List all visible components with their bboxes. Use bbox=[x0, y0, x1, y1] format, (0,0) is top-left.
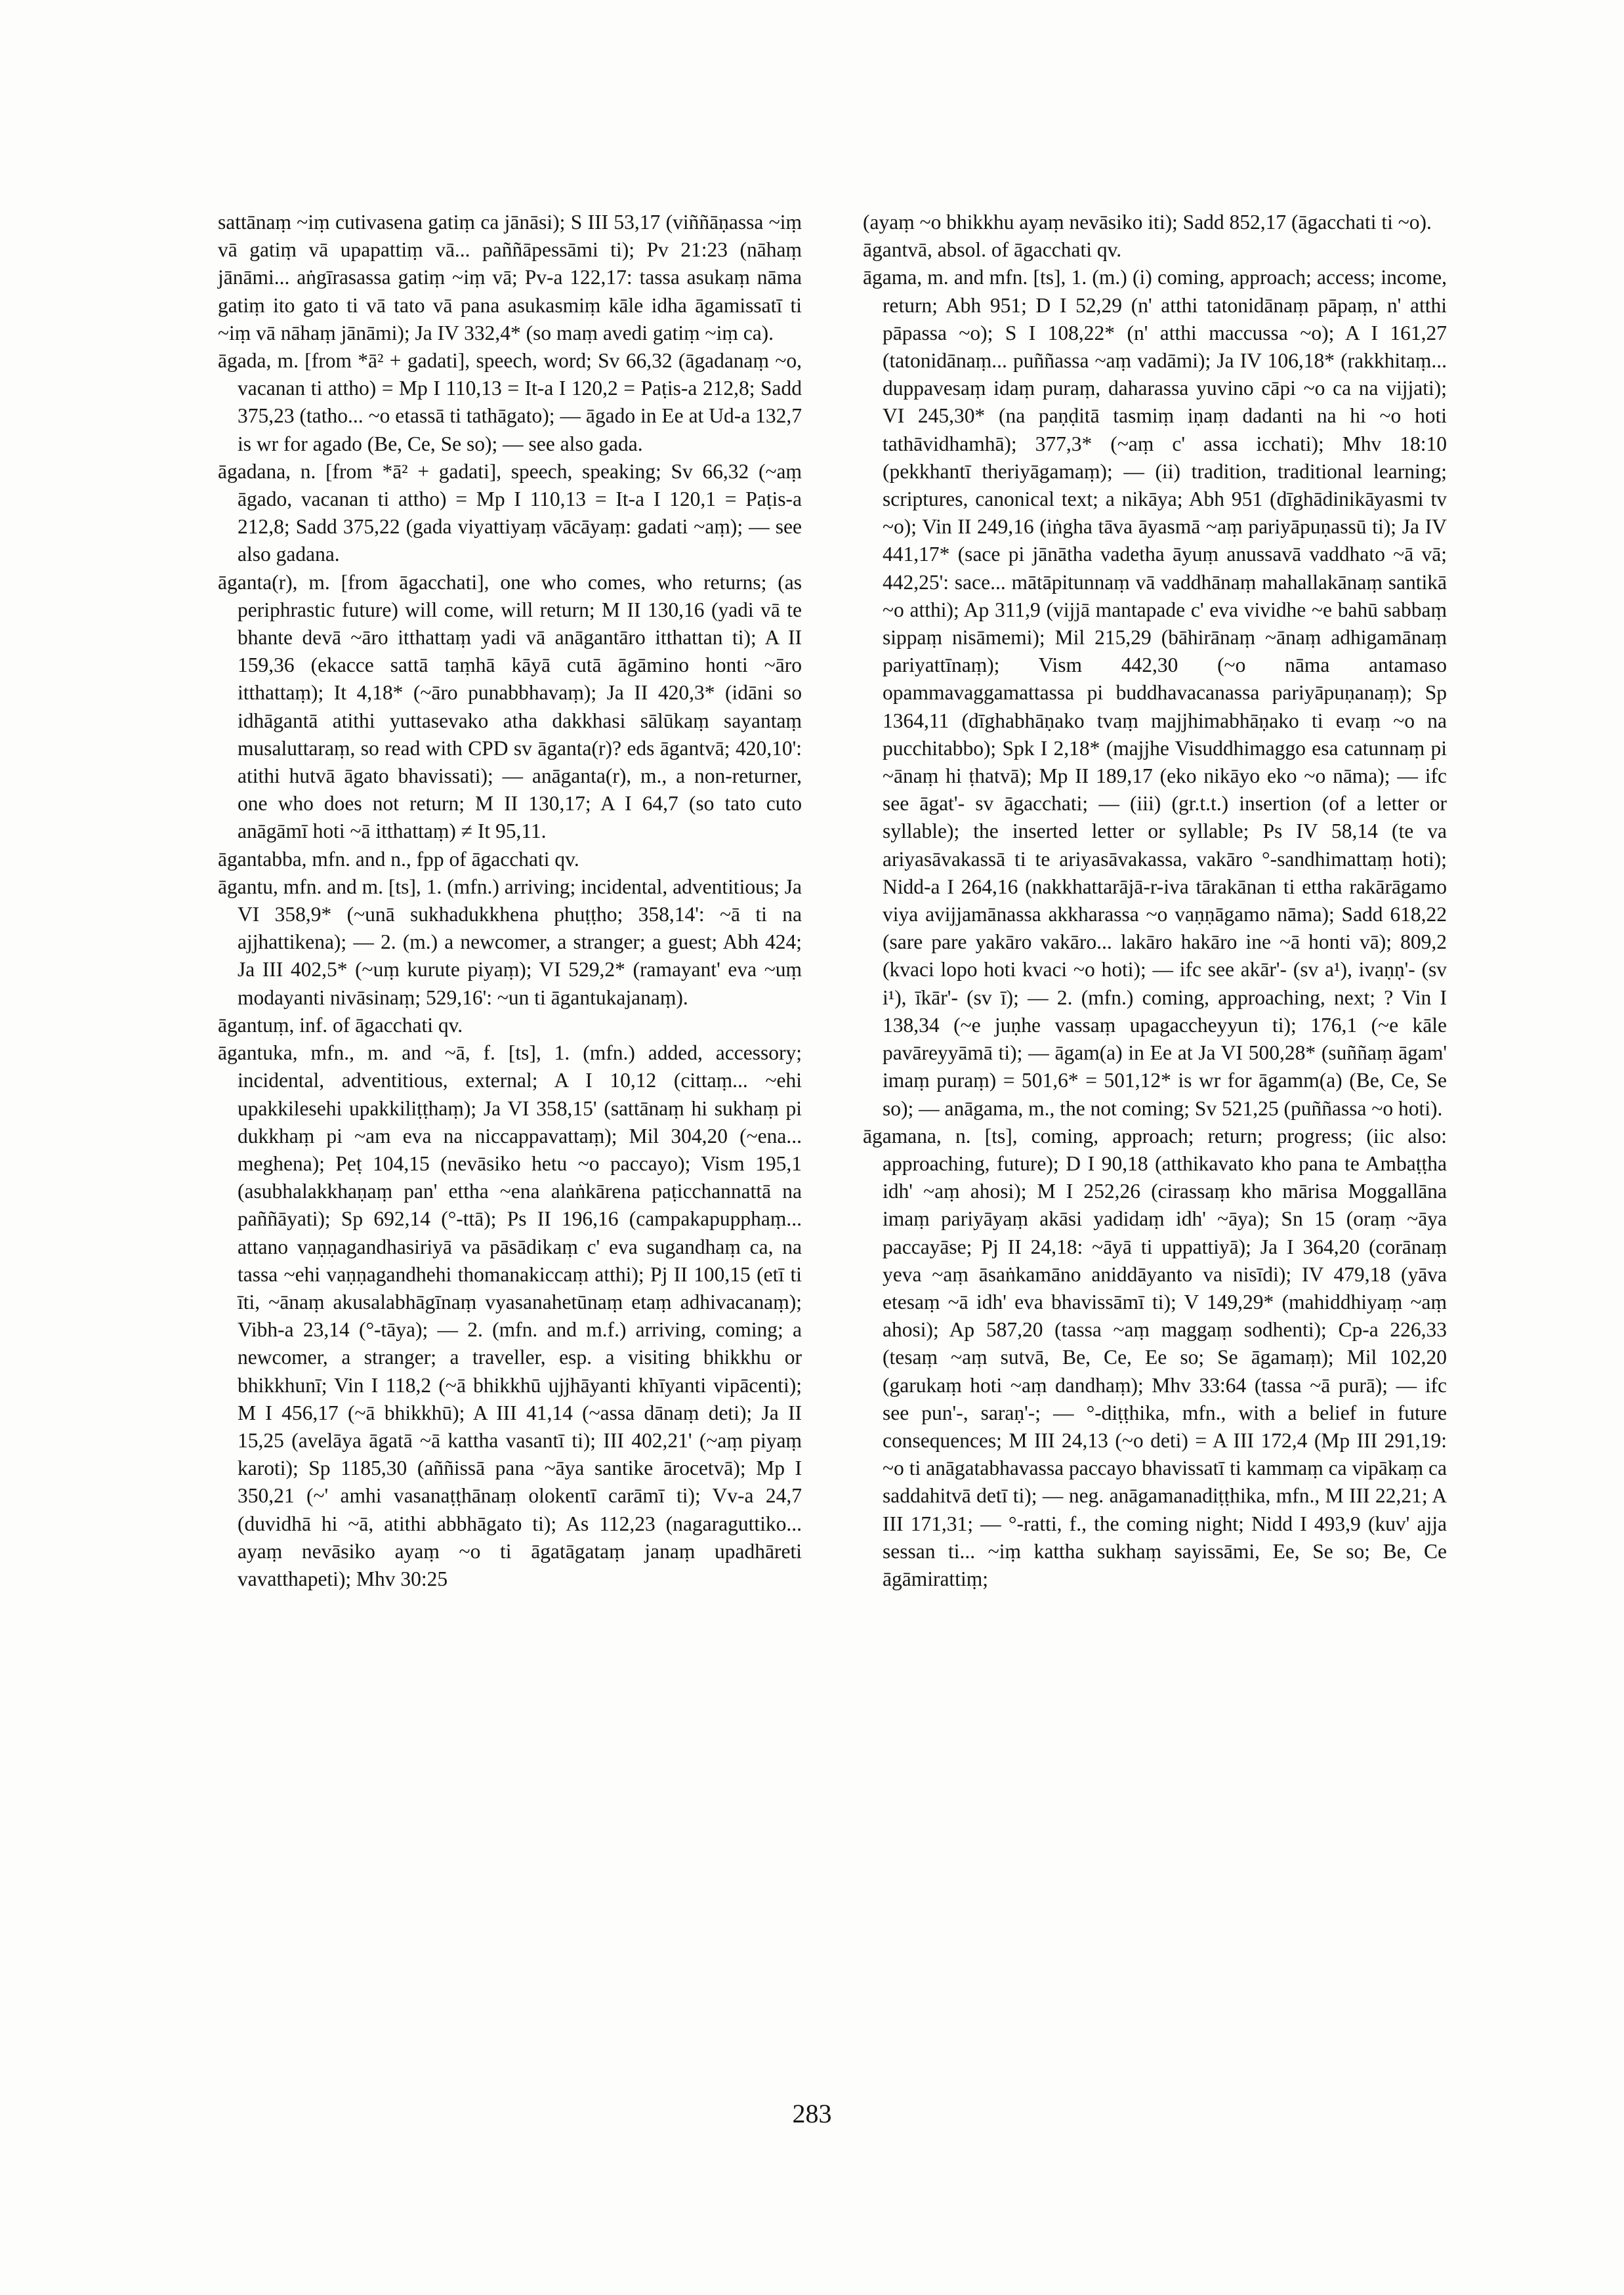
entry-continuation: sattānaṃ ~iṃ cutivasena gatiṃ ca jānāsi); S III 53,17 (viññāṇassa ~iṃ vā gatiṃ vā upapattiṃ vā... paññāpessāmi ti); Pv 21:23 (nāhaṃ jānāmi... aṅgīrasassa gatiṃ ~iṃ vā; Pv-a 122,17: tassa asukaṃ nāma gatiṃ ito gato ti vā tato vā pana asukasmiṃ kāle idha āgamissatī ti ~iṃ vā nāhaṃ jānāmi); Ja IV 332,4* (so maṃ avedi gatiṃ ~iṃ ca). bbox=[218, 211, 802, 344]
entry-agantu: āgantu, mfn. and m. [ts], 1. (mfn.) arriving; incidental, adventitious; Ja VI 358,9* (~unā sukhadukkhena phuṭṭho; 358,14': ~ā ti na ajjhattikena); — 2. (m.) a newcomer, a stranger; a guest; Abh 424; Ja III 402,5* (~uṃ kurute piyaṃ); VI 529,2* (ramayant' eva ~uṃ modayanti nivāsinaṃ; 529,16': ~un ti āgantukajanaṃ). bbox=[218, 875, 802, 1009]
entry-aganta: āganta(r), m. [from āgacchati], one who comes, who returns; (as periphrastic future) will come, will return; M II 130,16 (yadi vā te bhante devā ~āro itthattaṃ yadi vā anāgantāro itthattan ti); A II 159,36 (ekacce sattā taṃhā kāyā cutā āgāmino honti ~āro itthattaṃ); It 4,18* (~āro punabbhavaṃ); Ja II 420,3* (idāni so idhāgantā atithi yuttasevako atha dakkhasi sālūkaṃ sayantaṃ musaluttaraṃ, so read with CPD sv āganta(r)? eds āgantvā; 420,10': atithi hutvā āgato bhavissati); — anāganta(r), m., a non-returner, one who does not return; M II 130,17; A I 64,7 (so tato cuto anāgāmī hoti ~ā itthattaṃ) ≠ It 95,11. bbox=[218, 570, 802, 843]
entry-continuation-right: (ayaṃ ~o bhikkhu ayaṃ nevāsiko iti); Sadd 852,17 (āgacchati ti ~o). bbox=[863, 211, 1432, 234]
entry-agantva: āgantvā, absol. of āgacchati qv. bbox=[863, 238, 1122, 262]
entry-agamana: āgamana, n. [ts], coming, approach; return; progress; (iic also: approaching, future); D I 90,18 (atthikavato kho pana te Ambaṭṭha idh' ~aṃ ahosi); M I 252,26 (cirassaṃ kho mārisa Moggallāna imaṃ pariyāyaṃ akāsi yadidaṃ idh' ~āya); Sn 15 (oraṃ ~āya paccayāse; Pj II 24,18: ~āyā ti uppattiyā); Ja I 364,20 (corānaṃ yeva ~aṃ āsaṅkamāno aniddāyanto va nisīdi); IV 479,18 (yāva etesaṃ ~ā idh' eva bhavissāmī ti); V 149,29* (mahiddhiyaṃ ~aṃ ahosi); Ap 587,20 (tassa ~aṃ maggaṃ sodhenti); Cp-a 226,33 (tesaṃ ~aṃ sutvā, Be, Ce, Ee so; Se āgamaṃ); Mil 102,20 (garukaṃ hoti ~aṃ dandhaṃ); Mhv 33:64 (tassa ~ā purā); — ifc see pun'-, saraṇ'-; — °-diṭṭhika, mfn., with a belief in future consequences; M III 24,13 (~o deti) = A III 172,4 (Mp III 291,19: ~o ti anāgatabhavassa paccayo bhavissatī ti kammaṃ ca vipākaṃ ca saddahitvā detī ti); — neg. anāgamanadiṭṭhika, mfn., M III 22,21; A III 171,31; — °-ratti, f., the coming night; Nidd I 493,9 (kuv' ajja sessan ti... ~iṃ kattha sukhaṃ sayissāmi, Ee, Se so; Be, Ce āgāmirattiṃ; bbox=[863, 1124, 1447, 1590]
entry-agadana: āgadana, n. [from *ā² + gadati], speech, speaking; Sv 66,32 (~aṃ āgado, vacanan ti attho) = Mp I 110,13 = It-a I 120,1 = Paṭis-a 212,8; Sadd 375,22 (gada viyattiyaṃ vācāyaṃ: gadati ~aṃ); — see also gadana. bbox=[218, 459, 802, 566]
entry-agantum: āgantuṃ, inf. of āgacchati qv. bbox=[218, 1013, 463, 1037]
entry-agantuka: āgantuka, mfn., m. and ~ā, f. [ts], 1. (mfn.) added, accessory; incidental, adventitious, external; A I 10,12 (cittaṃ... ~ehi upakkilesehi upakkiliṭṭhaṃ); Ja VI 358,15' (sattānaṃ hi sukhaṃ pi dukkhaṃ pi ~am eva na niccappavattaṃ); Mil 304,20 (~ena... meghena); Peṭ 104,15 (nevāsiko hetu ~o paccayo); Vism 195,1 (asubhalakkhaṇaṃ pan' ettha ~ena alaṅkārena paṭicchannattā na paññāyati); Sp 692,14 (°-ttā); Ps II 196,16 (campakapupphaṃ... attano vaṇṇagandhasiriyā va pāsādikaṃ c' eva sugandhaṃ ca, na tassa ~ehi vaṇṇagandhehi thomanakiccaṃ atthi); Pj II 100,15 (etī ti īti, ~ānaṃ akusalabhāgīnaṃ vyasanahetūnaṃ etaṃ adhivacanaṃ); Vibh-a 23,14 (°-tāya); — 2. (mfn. and m.f.) arriving, coming; a newcomer, a stranger; a traveller, esp. a visiting bhikkhu or bhikkhunī; Vin I 118,2 (~ā bhikkhū ujjhāyanti khīyanti vipācenti); M I 456,17 (~ā bhikkhū); A III 41,14 (~assa dānaṃ deti); Ja II 15,25 (avelāya āgatā ~ā kattha vasantī ti); III 402,21' (~aṃ piyaṃ karoti); Sp 1185,30 (aññissā pana ~āya santike ārocetvā); Mp I 350,21 (~' amhi vasanaṭṭhānaṃ olokentī carāmī ti); Vv-a 24,7 (duvidhā hi ~ā, atithi abbhāgato ti); As 112,23 (nagaraguttiko... ayaṃ nevāsiko ayaṃ ~o ti āgatāgataṃ janaṃ upadhāreti vavatthapeti); Mhv 30:25 bbox=[218, 1041, 802, 1590]
page-number: 283 bbox=[792, 2099, 832, 2128]
right-column bbox=[863, 209, 1447, 1593]
entry-agantabba: āgantabba, mfn. and n., fpp of āgacchati qv. bbox=[218, 847, 579, 871]
entry-agama: āgama, m. and mfn. [ts], 1. (m.) (i) coming, approach; access; income, return; Abh 951; D I 52,29 (n' atthi tatonidānaṃ pāpaṃ, n' atthi pāpassa ~o); S I 108,22* (n' atthi maccussa ~o); A I 161,27 (tatonidānaṃ... puññassa ~aṃ vadāmi); Ja IV 106,18* (rakkhitaṃ... duppavesaṃ idaṃ puraṃ, daharassa yuvino cāpi ~o ca na vijjati); VI 245,30* (na paṇḍitā tasmiṃ iṇaṃ dadanti na hi ~o hoti tathāvidhamhā); 377,3* (~aṃ c' assa icchati); Mhv 18:10 (pekkhantī theriyāgamaṃ); — (ii) tradition, traditional learning; scriptures, canonical text; a nikāya; Abh 951 (dīghādinikāyasmi tv ~o); Vin II 249,16 (iṅgha tāva āyasmā ~aṃ pariyāpuṇassū ti); Ja IV 441,17* (sace pi jānātha vadetha āyuṃ anussavā vaddhato ~ā vā; 442,25': sace... mātāpitunnaṃ vā vaddhānaṃ mahallakānaṃ santikā ~o atthi); Ap 311,9 (vijjā mantapade c' eva vividhe ~e bahū sabbaṃ sippaṃ nisāmemi); Mil 215,29 (bāhirānaṃ ~ānaṃ adhigamānaṃ pariyattīnaṃ); Vism 442,30 (~o nāma antamaso opammavaggamattassa pi buddhavacanassa pariyāpuṇanaṃ); Sp 1364,11 (dīghabhāṇako tvaṃ majjhimabhāṇako ti evaṃ ~o na pucchitabbo); Spk I 2,18* (majjhe Visuddhimaggo esa catunnaṃ pi ~ānaṃ hi ṭhatvā); Mp II 189,17 (eko nikāyo eko ~o nāma); — ifc see āgat'- sv āgacchati; — (iii) (gr.t.t.) insertion (of a letter or syllable); the inserted letter or syllable; Ps IV 58,14 (te va ariyasāvakassā ti te ariyasāvakassa, vakāro °-sandhimattaṃ hoti); Nidd-a I 264,16 (nakkhattarājā-r-iva tārakānan ti ettha rakārāgamo viya avijjamānassa akkharassa ~o vaṇṇāgamo nāma); Sadd 618,22 (sare pare yakāro vakāro... lakāro hakāro ine ~ā honti vā); 809,2 (kvaci lopo hoti kvaci ~o hoti); — ifc see akār'- (sv a¹), ivaṇṇ'- (sv i¹), īkār'- (sv ī); — 2. (mfn.) coming, approaching, next; ? Vin I 138,34 (~e juṇhe vassaṃ upagaccheyyun ti); 176,1 (~e kāle pavāreyyāmā ti); — āgam(a) in Ee at Ja VI 500,28* (suññaṃ āgam' imaṃ puraṃ) = 501,6* = 501,12* is wr for āgamm(a) (Be, Ce, Se so); — anāgama, m., the not coming; Sv 521,25 (puññassa ~o hoti). bbox=[863, 266, 1447, 1120]
left-column bbox=[218, 209, 802, 1593]
entry-agada: āgada, m. [from *ā² + gadati], speech, word; Sv 66,32 (āgadanaṃ ~o, vacanan ti attho) = Mp I 110,13 = It-a I 120,2 = Paṭis-a 212,8; Sadd 375,23 (tatho... ~o etassā ti tathāgato); — āgado in Ee at Ud-a 132,7 is wr for agado (Be, Ce, Se so); — see also gada. bbox=[218, 349, 802, 455]
